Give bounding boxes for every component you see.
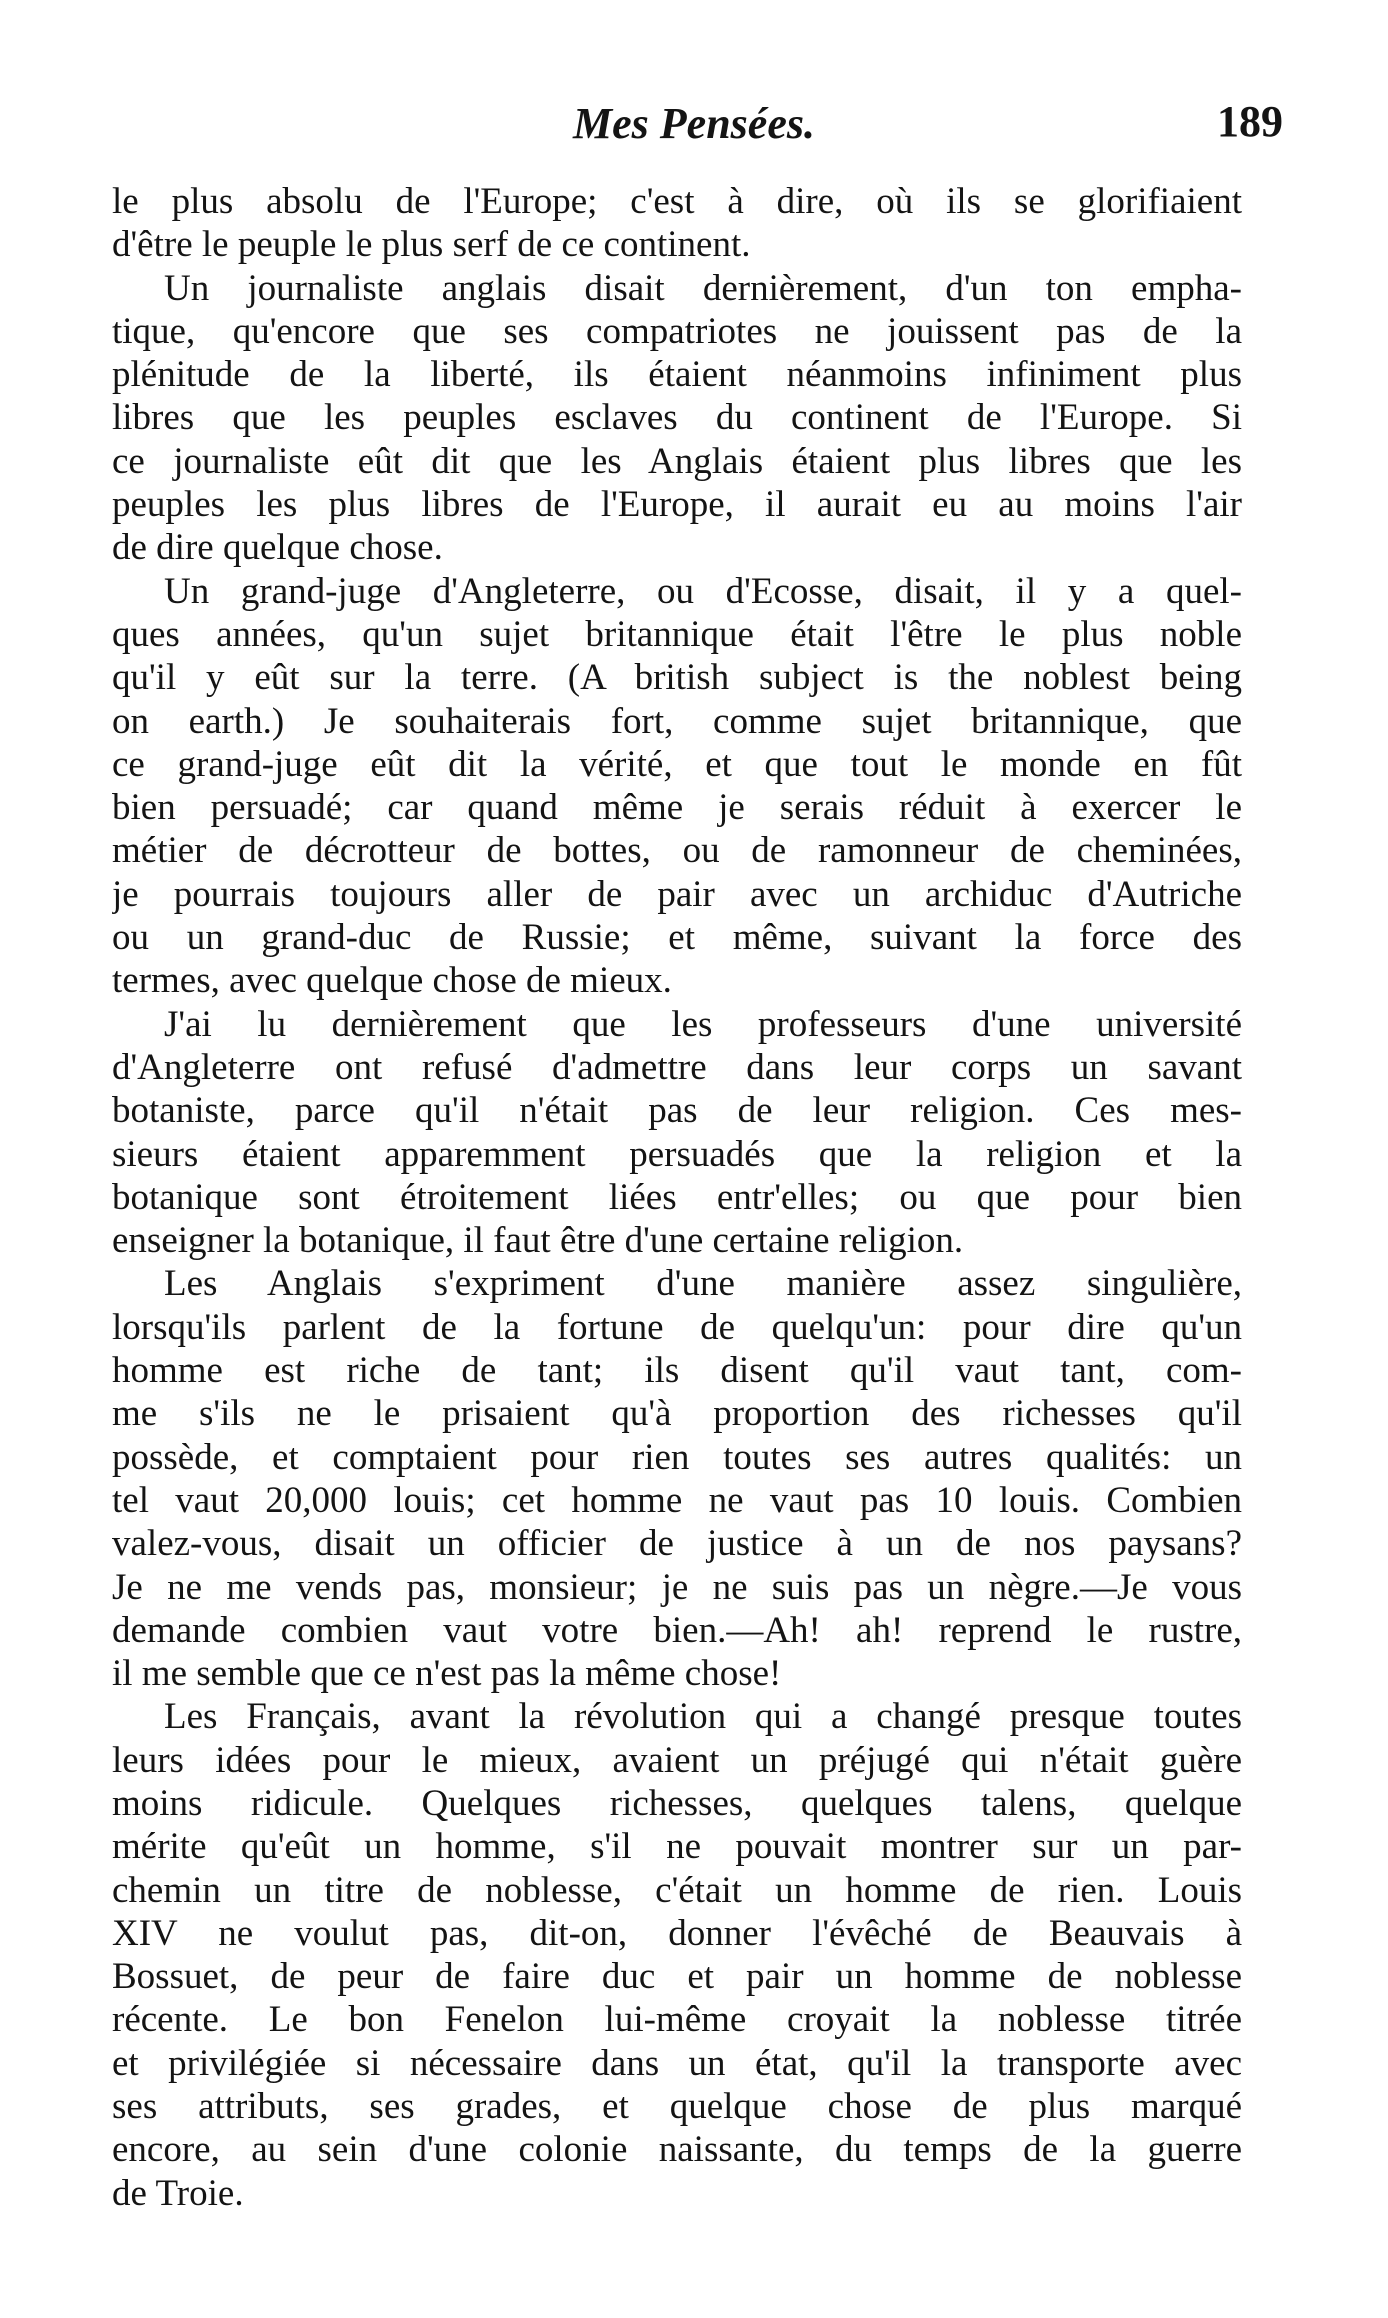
text-line: peuples les plus libres de l'Europe, il aurait eu au moins l'air [112,484,1242,526]
text-line: demande combien vaut votre bien.—Ah! ah! reprend le rustre, [112,1609,1242,1651]
running-title: Mes Pensées. [573,99,815,148]
text-line: XIV ne voulut pas, dit-on, donner l'évêché de Beauvais à [112,1912,1242,1954]
text-line: homme est riche de tant; ils disent qu'il vaut tant, com- [112,1350,1242,1392]
text-line: botaniste, parce qu'il n'était pas de leur religion. Ces mes- [112,1090,1242,1132]
text-line: leurs idées pour le mieux, avaient un préjugé qui n'était guère [112,1739,1242,1781]
text-line: Je ne me vends pas, monsieur; je ne suis pas un nègre.—Je vous [112,1566,1242,1608]
text-line: Un journaliste anglais disait dernièrement, d'un ton empha- [164,267,1242,309]
text-line: encore, au sein d'une colonie naissante, du temps de la guerre [112,2129,1242,2171]
text-line: tique, qu'encore que ses compatriotes ne jouissent pas de la [112,310,1242,352]
text-line: lorsqu'ils parlent de la fortune de quelqu'un: pour dire qu'un [112,1306,1242,1348]
text-line: Bossuet, de peur de faire duc et pair un homme de noblesse [112,1956,1242,1998]
text-line: tel vaut 20,000 louis; cet homme ne vaut pas 10 louis. Combien [112,1479,1242,1521]
text-line: d'être le peuple le plus serf de ce continent. [112,224,751,266]
text-line: valez-vous, disait un officier de justice à un de nos paysans? [112,1523,1242,1565]
text-line: Les Français, avant la révolution qui a changé presque toutes [164,1696,1242,1738]
text-line: ques années, qu'un sujet britannique était l'être le plus noble [112,613,1242,655]
text-line: termes, avec quelque chose de mieux. [112,960,672,1002]
text-line: J'ai lu dernièrement que les professeurs d'une université [164,1003,1242,1045]
text-line: plénitude de la liberté, ils étaient néanmoins infiniment plus [112,354,1242,396]
text-line: libres que les peuples esclaves du continent de l'Europe. Si [112,397,1242,439]
text-line: le plus absolu de l'Europe; c'est à dire, où ils se glorifiaient [112,181,1242,222]
text-line: ce journaliste eût dit que les Anglais étaient plus libres que les [112,440,1242,482]
text-line: on earth.) Je souhaiterais fort, comme sujet britannique, que [112,700,1242,742]
text-line: chemin un titre de noblesse, c'était un homme de rien. Louis [112,1869,1242,1911]
text-line: de Troie. [112,2172,244,2214]
text-line: moins ridicule. Quelques richesses, quelques talens, quelque [112,1782,1242,1824]
page-number: 189 [1217,97,1283,146]
body-text [112,180,1242,2215]
running-head [0,70,1388,150]
text-line: qu'il y eût sur la terre. (A british subject is the noblest being [112,657,1242,699]
text-line: enseigner la botanique, il faut être d'une certaine religion. [112,1220,964,1262]
text-line: possède, et comptaient pour rien toutes ses autres qualités: un [112,1436,1242,1478]
text-line: ses attributs, ses grades, et quelque chose de plus marqué [112,2086,1242,2128]
text-line: il me semble que ce n'est pas la même chose! [112,1653,782,1695]
text-line: me s'ils ne le prisaient qu'à proportion des richesses qu'il [112,1393,1242,1435]
text-line: métier de décrotteur de bottes, ou de ramonneur de cheminées, [112,830,1242,872]
text-line: ou un grand-duc de Russie; et même, suivant la force des [112,917,1242,959]
text-line: je pourrais toujours aller de pair avec un archiduc d'Autriche [112,873,1242,915]
text-line: d'Angleterre ont refusé d'admettre dans leur corps un savant [112,1046,1242,1088]
text-line: botanique sont étroitement liées entr'elles; ou que pour bien [112,1176,1242,1218]
text-line: et privilégiée si nécessaire dans un état, qu'il la transporte avec [112,2042,1242,2084]
text-line: bien persuadé; car quand même je serais réduit à exercer le [112,787,1242,829]
text-line: Un grand-juge d'Angleterre, ou d'Ecosse, disait, il y a quel- [164,570,1242,612]
text-line: de dire quelque chose. [112,527,443,569]
text-line: sieurs étaient apparemment persuadés que la religion et la [112,1133,1242,1175]
text-line: récente. Le bon Fenelon lui-même croyait la noblesse titrée [112,1999,1242,2041]
text-line: Les Anglais s'expriment d'une manière assez singulière, [164,1263,1242,1305]
text-line: ce grand-juge eût dit la vérité, et que tout le monde en fût [112,743,1242,785]
text-line: mérite qu'eût un homme, s'il ne pouvait montrer sur un par- [112,1826,1242,1868]
